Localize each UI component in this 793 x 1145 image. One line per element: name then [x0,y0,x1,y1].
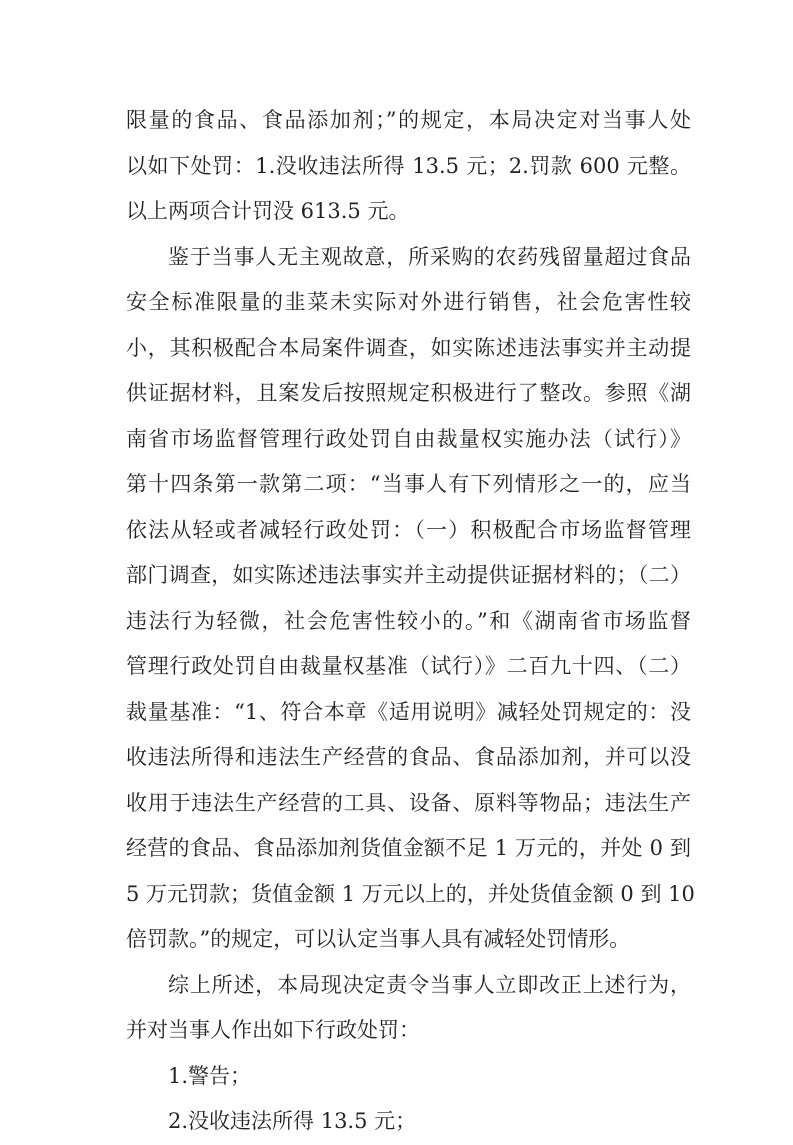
text-line: 收违法所得和违法生产经营的食品、食品添加剂，并可以没 [126,745,691,769]
text-line: 5 万元罚款；货值金额 1 万元以上的，并处货值金额 0 到 10 [126,881,695,906]
paragraph-conclusion [126,963,691,1054]
paragraph-penalty-decision [126,98,691,235]
text-line: 裁量基准：“1、符合本章《适用说明》减轻处罚规定的：没 [126,699,691,724]
text-line: 以如下处罚：1.没收违法所得 13.5 元；2.罚款 600 元整。 [126,153,691,178]
text-line: 鉴于当事人无主观故意，所采购的农药残留量超过食品 [168,244,691,269]
text-line: 倍罚款。”的规定，可以认定当事人具有减轻处罚情形。 [126,927,631,951]
text-line: 第十四条第一款第二项：“当事人有下列情形之一的，应当 [126,472,691,496]
text-line: 经营的食品、食品添加剂货值金额不足 1 万元的，并处 0 到 [126,836,691,860]
text-line: 依法从轻或者减轻行政处罚：（一）积极配合市场监督管理 [126,517,691,542]
text-line: 小，其积极配合本局案件调查，如实陈述违法事实并主动提 [126,335,691,360]
text-line: 综上所述，本局现决定责令当事人立即改正上述行为， [168,972,691,997]
penalty-list-item-warning [126,1054,691,1100]
text-line: 安全标准限量的韭菜未实际对外进行销售，社会危害性较 [126,290,691,314]
text-line: 1.警告； [168,1063,252,1088]
text-line: 以上两项合计罚没 613.5 元。 [126,199,410,223]
text-line: 收用于违法生产经营的工具、设备、原料等物品；违法生产 [126,790,691,815]
text-line: 部门调查，如实陈述违法事实并主动提供证据材料的；（二） [126,563,691,587]
text-line: 并对当事人作出如下行政处罚： [126,1018,420,1042]
penalty-list-item-confiscation [126,1099,691,1145]
text-line: 南省市场监督管理行政处罚自由裁量权实施办法（试行）》 [126,426,691,451]
text-line: 管理行政处罚自由裁量权基准（试行）》二百九十四、（二） [126,654,691,678]
text-line: 2.没收违法所得 13.5 元； [168,1109,417,1133]
paragraph-mitigating-circumstances [126,235,695,963]
document-body [126,98,695,1145]
text-line: 违法行为轻微，社会危害性较小的。”和《湖南省市场监督 [126,608,691,633]
text-line: 限量的食品、食品添加剂；”的规定，本局决定对当事人处 [126,108,691,132]
text-line: 供证据材料，且案发后按照规定积极进行了整改。参照《湖 [126,381,691,405]
